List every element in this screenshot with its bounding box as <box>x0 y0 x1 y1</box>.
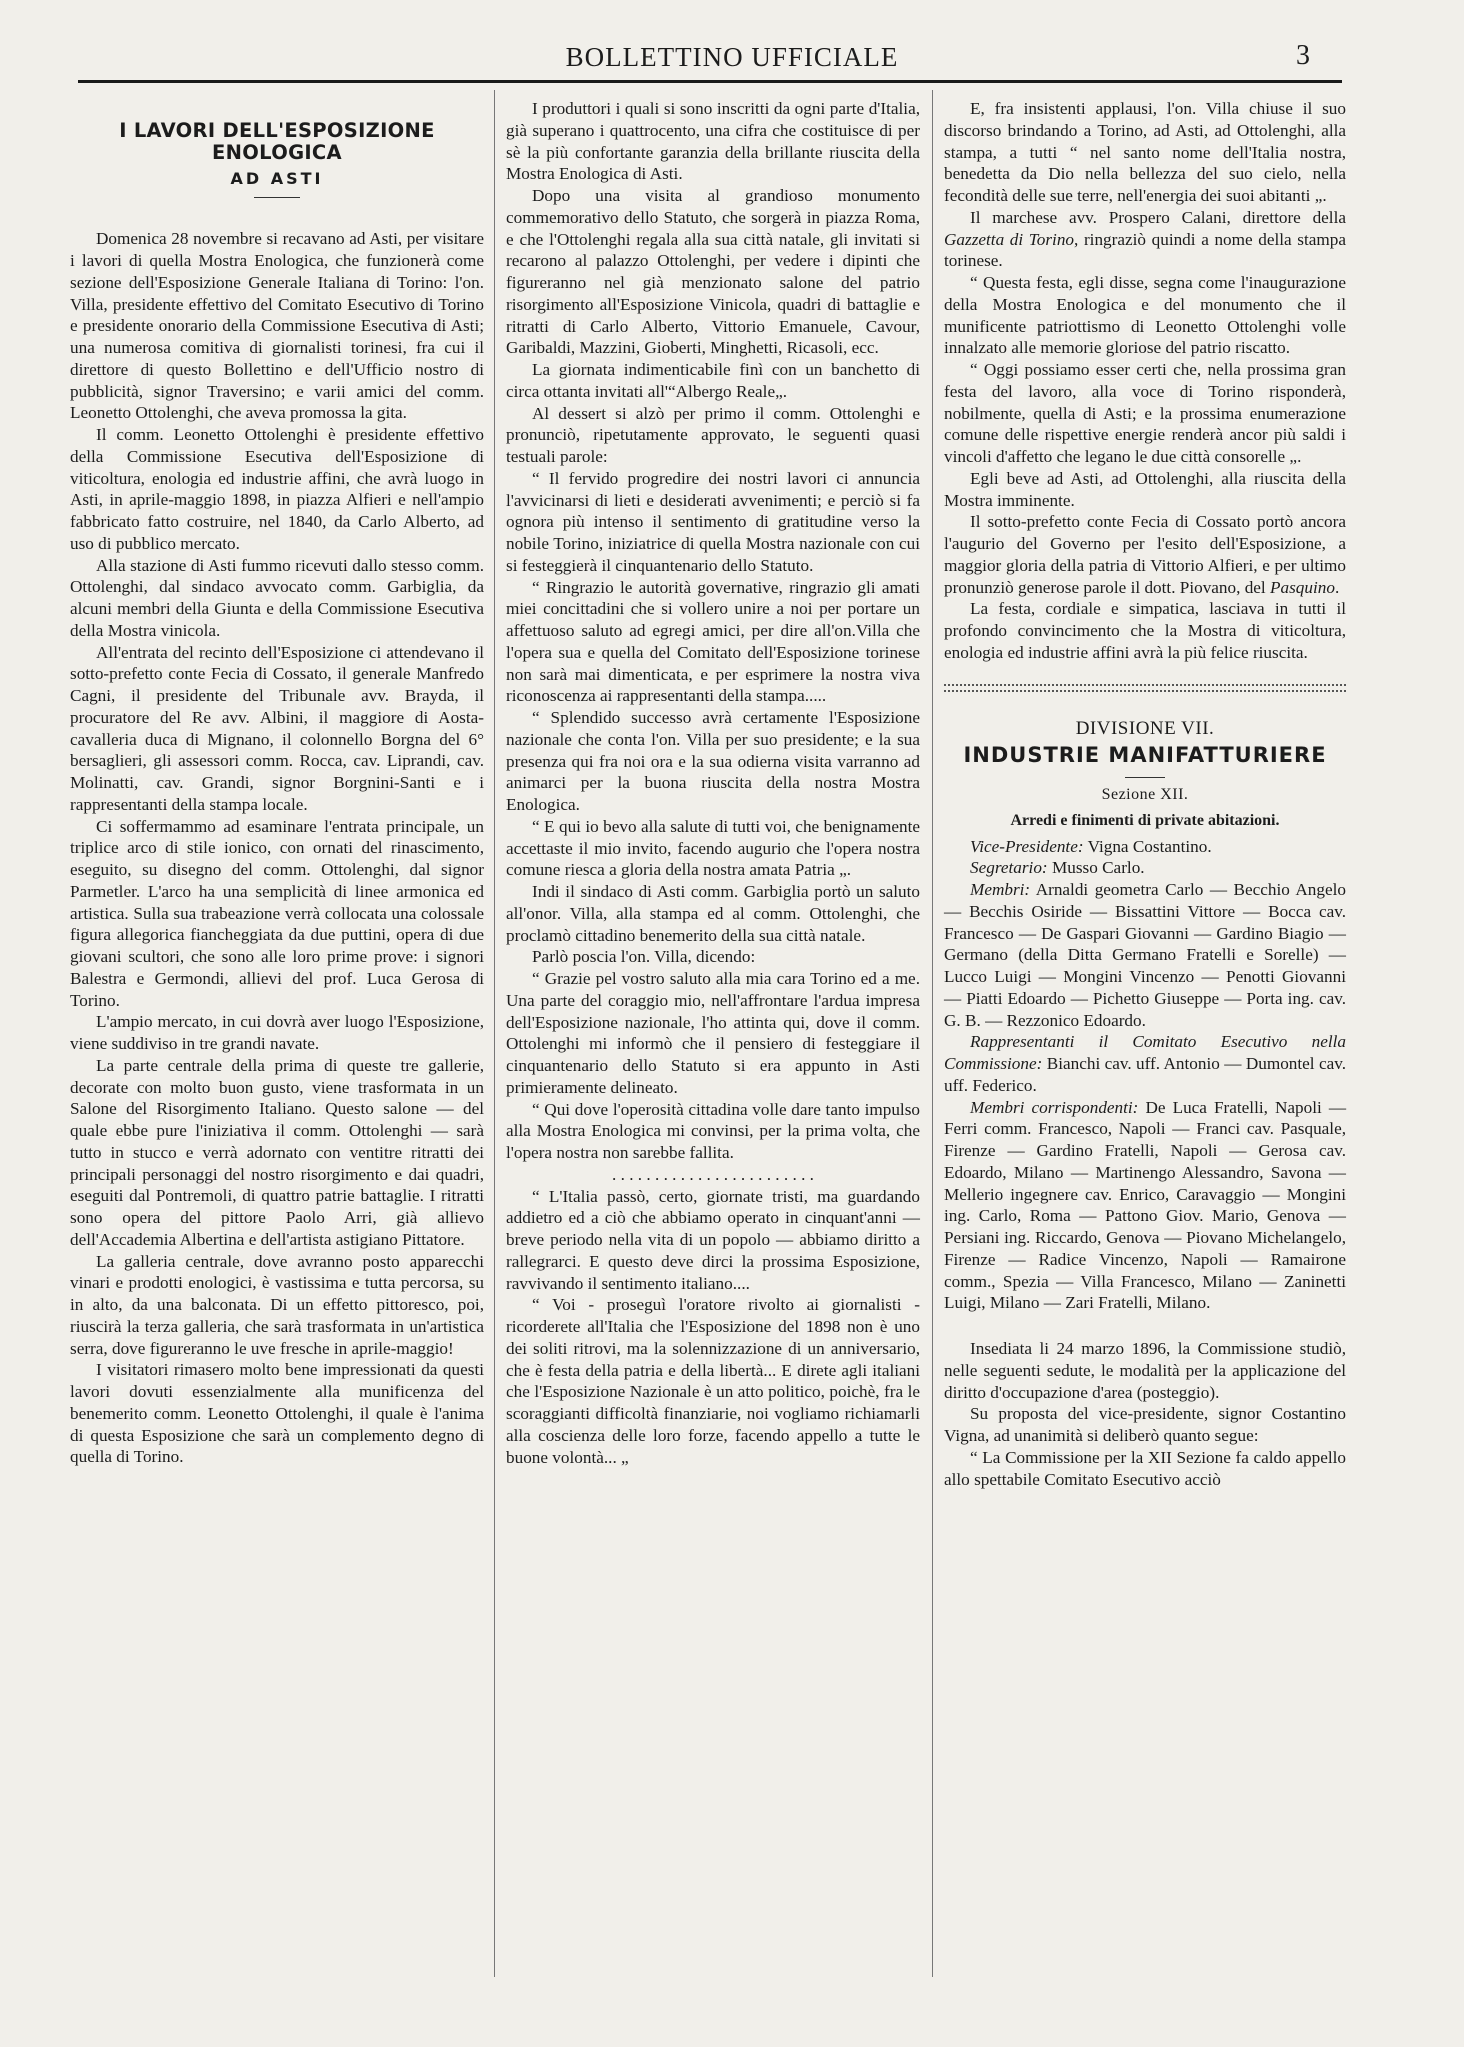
committee-entry <box>944 1097 1346 1315</box>
column-3 <box>944 98 1346 1490</box>
text-run: Il marchese avv. Prospero Calani, direttore della <box>970 207 1346 227</box>
role-label: Membri corrispondenti: <box>970 1097 1139 1117</box>
paragraph: “ Il fervido progredire dei nostri lavori ci annuncia l'avvicinarsi di lieti e desiderati avvenimenti; e perciò si fa ognora più intenso il sentimento di gratitudine verso la nobile Torino, iniziatrice di quella Mostra nazionale con cui si festeggierà il cinquantenario dello Statuto. <box>506 468 920 575</box>
paragraph: Alla stazione di Asti fummo ricevuti dallo stesso comm. Ottolenghi, dal sindaco avvocato comm. Garbiglia, da alcuni membri della Giunta e della Commissione Esecutiva della Mostra vinicola. <box>70 555 484 640</box>
paragraph: Ci soffermammo ad esaminare l'entrata principale, un triplice arco di stile ionico, con ornati del rinascimento, eseguito, su disegno del comm. Ottolenghi, dal signor Parmetler. L'arco ha una semplicità di linee armonica ed artistica. Sulla sua trabeazione verrà collocata una colossale figura allegorica fiancheggiata da due puttini, opera di due giovani scultori, che sono alle loro prime prove: i signori Balestra e Germondi, allievi del prof. Luca Gerosa di Torino. <box>70 816 484 1010</box>
paragraph: All'entrata del recinto dell'Esposizione ci attendevano il sotto-prefetto conte Fecia di Cossato, il generale Manfredo Cagni, il presidente del Tribunale avv. Brayda, il procuratore del Re avv. Albini, il maggiore di Aosta-cavalleria duca di Mignano, il colonnello Borgna del 6° bersaglieri, gli assessori comm. Rocca, cav. Liprandi, cav. Molinatti, cav. Grandi, signor Borgnini-Santi e i rappresentanti della stampa locale. <box>70 642 484 814</box>
newspaper-name: Gazzetta di Torino <box>944 229 1075 249</box>
paragraph: Al dessert si alzò per primo il comm. Ottolenghi e pronunciò, ripetutamente approvato, le seguenti quasi testuali parole: <box>506 403 920 466</box>
paragraph: “ Ringrazio le autorità governative, ringrazio gli amati miei concittadini che si vollero unire a noi per portare un affettuoso saluto ad egregi amici, per dire all'on.Villa che l'opera sua e quella del Comitato dell'Esposizione torinese non sarà mai dimenticata, e per esprimere la nostra viva riconoscenza ai rappresentanti della stampa..... <box>506 577 920 706</box>
role-value: Bianchi cav. uff. Antonio — Dumontel cav. uff. Federico. <box>944 1054 1346 1095</box>
role-value: Arnaldi geometra Carlo — Becchio Angelo — Becchis Osiride — Bissattini Vittore — Bocca cav. Francesco — De Gaspari Giovanni — Gardino Biagio — Germano (della Ditta Germano Fratelli e Sorelle) — Lucco Luigi — Mongini Vincenzo — Penotti Giovanni — Piatti Edoardo — Pichetto Giuseppe — Porta ing. cav. G. B. — Rezzonico Edoardo. <box>944 880 1346 1030</box>
text-run: Il sotto-prefetto conte Fecia di Cossato portò ancora l'augurio del Governo per l'esito dell'Esposizione, a maggior gloria della patria di Vittorio Alfieri, e per ultimo pronunziò generose parole il dott. Piovano, del <box>944 512 1346 597</box>
paragraph: La parte centrale della prima di queste tre gallerie, decorate con molto buon gusto, viene trasformata in un Salone del Risorgimento Italiano. Questo salone — del quale ebbe pure l'iniziativa il comm. Ottolenghi — sarà tutto in stucco e verrà adornato con ventitre ritratti dei principali personaggi del nostro risorgimento e dai quadri, eseguiti dal Pontremoli, di quattro patrie battaglie. I ritratti sono opera del pittore Paolo Arri, già allievo dell'Accademia Albertina e dell'artista astigiano Pittatore. <box>70 1055 484 1249</box>
role-label: Rappresentanti il Comitato Esecutivo nella Commissione: <box>944 1032 1346 1073</box>
committee-entry <box>944 1031 1346 1096</box>
article-title: I LAVORI DELL'ESPOSIZIONE ENOLOGICA <box>119 119 435 164</box>
role-label: Segretario: <box>970 858 1048 878</box>
ellipsis-line: . . . . . . . . . . . . . . . . . . . . . . . . <box>612 1164 814 1184</box>
committee-entry <box>944 857 1346 879</box>
paragraph: La giornata indimenticabile finì con un banchetto di circa ottanta invitati all'“Albergo Reale„. <box>506 360 920 401</box>
text-run: , ringraziò quindi a nome della stampa torinese. <box>944 229 1346 271</box>
page-header-title: BOLLETTINO UFFICIALE <box>565 42 899 72</box>
paragraph: Il comm. Leonetto Ottolenghi è presidente effettivo della Commissione Esecutiva dell'Esposizione di viticoltura, enologia ed industrie affini, che avrà luogo in Asti, in aprile-maggio 1898, in piazza Alfieri e nell'ampio fabbricato fatto costruire, nel 1840, da Carlo Alberto, ad uso di pubblico mercato. <box>70 425 484 553</box>
section-name: Arredi e finimenti di private abitazioni. <box>1010 811 1280 829</box>
paragraph: Egli beve ad Asti, ad Ottolenghi, alla riuscita della Mostra imminente. <box>944 468 1346 510</box>
committee-entry <box>944 879 1346 1031</box>
role-value: Musso Carlo. <box>1047 858 1145 878</box>
paragraph: I visitatori rimasero molto bene impressionati da questi lavori dovuti essenzialmente alla munificenza del benemerito comm. Leonetto Ottolenghi, il quale è l'anima di questa Esposizione che sarà un complemento degno di quella di Torino. <box>70 1360 484 1467</box>
committee-entry <box>944 836 1346 858</box>
paragraph: Domenica 28 novembre si recavano ad Asti, per visitare i lavori di quella Mostra Enologica, che funzionerà come sezione dell'Esposizione Generale Italiana di Torino: l'on. Villa, presidente effettivo del Comitato Esecutivo di Torino e presidente onorario della Commissione Esecutiva di Asti; una numerosa comitiva di giornalisti torinesi, fra cui il direttore di questo Bollettino e dell'Ufficio nostro di pubblicità, signor Traversino; e varii amici del comm. Leonetto Ottolenghi, che aveva promossa la gita. <box>70 229 484 423</box>
paragraph: “ Splendido successo avrà certamente l'Esposizione nazionale che conta l'on. Villa per suo presidente; e la sua presenza qui fra noi ora e la sua odierna visita varranno ad animarci per la buona riuscita della nostra Mostra Enologica. <box>506 708 920 814</box>
division-name: INDUSTRIE MANIFATTURIERE <box>963 743 1327 768</box>
ornamental-divider <box>944 684 1346 692</box>
paragraph: “ La Commissione per la XII Sezione fa caldo appello allo spettabile Comitato Esecutivo acciò <box>944 1447 1346 1489</box>
role-label: Vice-Presidente: <box>970 836 1084 856</box>
article-subtitle: AD ASTI <box>230 168 324 188</box>
header-rule <box>78 80 1342 83</box>
paragraph: “ E qui io bevo alla salute di tutti voi, che benignamente accettaste il mio invito, facendo augurio che l'opera nostra comune riesca a gloria della nostra amata Patria „. <box>506 816 920 880</box>
newspaper-name: Pasquino <box>1270 577 1335 597</box>
paragraph: I produttori i quali si sono inscritti da ogni parte d'Italia, già superano i quattrocento, una cifra che costituisce di per sè la più confortante garanzia della brillante riuscita della Mostra Enologica di Asti. <box>506 99 920 184</box>
paragraph: “ Qui dove l'operosità cittadina volle dare tanto impulso alla Mostra Enologica mi convinsi, per la prima volta, che l'opera nostra non sarebbe fallita. <box>506 1099 920 1162</box>
paragraph: “ Oggi possiamo esser certi che, nella prossima gran festa del lavoro, alla voce di Torino risponderà, nobilmente, quella di Asti; e la prossima enumerazione comune delle rispettive energie renderà ancor più saldi i vincoli d'affetto che legano le due città consorelle „. <box>944 360 1346 466</box>
role-label: Membri: <box>970 880 1031 899</box>
paragraph: E, fra insistenti applausi, l'on. Villa chiuse il suo discorso brindando a Torino, ad Asti, ad Ottolenghi, alla stampa, a tutti “ nel santo nome dell'Italia nostra, benedetta da Dio nella bellezza del suo cielo, nella fecondità delle sue terre, nell'energia dei suoi abitanti „. <box>944 99 1346 205</box>
paragraph: Insediata li 24 marzo 1896, la Commissione studiò, nelle seguenti sedute, le modalità per la applicazione del diritto d'occupazione d'area (posteggio). <box>944 1339 1346 1402</box>
paragraph: Parlò poscia l'on. Villa, dicendo: <box>532 947 756 967</box>
paragraph <box>944 207 1346 272</box>
column-divider <box>494 90 495 1977</box>
section-title: Sezione XII. <box>1101 786 1189 803</box>
division-rule <box>1125 777 1165 778</box>
paragraph: La festa, cordiale e simpatica, lasciava in tutti il profondo convincimento che la Mostra di viticoltura, enologia ed industrie affini avrà la più felice riuscita. <box>944 599 1346 662</box>
column-divider <box>932 90 933 1977</box>
paragraph: La galleria centrale, dove avranno posto apparecchi vinari e prodotti enologici, è vastissima e tutta percorsa, su in alto, da una balconata. Di un effetto pittoresco, poi, riuscirà la terza galleria, che sarà trasformata in un'artistica serra, dove figureranno le uve fresche in aprile-maggio! <box>70 1251 484 1358</box>
column-1 <box>70 98 484 1468</box>
paragraph: “ Grazie pel vostro saluto alla mia cara Torino ed a me. Una parte del coraggio mio, nell'affrontare l'ardua impresa dell'Esposizione nazionale, l'ho attinta qui, dove il comm. Ottolenghi mi informò che il pensiero di festeggiare il cinquantenario dello Statuto si era appunto in Asti primieramente delineato. <box>506 969 920 1097</box>
paragraph: L'ampio mercato, in cui dovrà aver luogo l'Esposizione, viene suddiviso in tre grandi navate. <box>70 1012 484 1053</box>
column-2 <box>506 98 920 1468</box>
page-number: 3 <box>1296 40 1310 71</box>
paragraph: Su proposta del vice-presidente, signor Costantino Vigna, ad unanimità si deliberò quanto segue: <box>944 1404 1346 1445</box>
paragraph: Indi il sindaco di Asti comm. Garbiglia portò un saluto all'onor. Villa, alla stampa ed al comm. Ottolenghi, che proclamò cittadino benemerito della sua città natale. <box>506 882 920 945</box>
text-run: . <box>1334 577 1340 597</box>
spacer <box>944 1314 1346 1338</box>
paragraph <box>944 511 1346 598</box>
division-title: DIVISIONE VII. <box>1075 717 1215 739</box>
title-rule <box>254 197 300 198</box>
paragraph: “ L'Italia passò, certo, giornate tristi, ma guardando addietro ed a ciò che abbiamo operato in cinquant'anni — breve periodo nella vita di un popolo — abbiamo diritto a rallegrarci. E questo deve dirci la prossima Esposizione, ravvivando il sentimento italiano.... <box>506 1186 920 1293</box>
role-value: Vigna Costantino. <box>1083 836 1212 856</box>
role-value: De Luca Fratelli, Napoli — Ferri comm. Francesco, Napoli — Franci cav. Pasquale, Firenze — Gardino Fratelli, Napoli — Gerosa cav. Edoardo, Milano — Martinengo Alessandro, Savona — Mellerio ingegnere cav. Enrico, Caravaggio — Mongini ing. Carlo, Roma — Pattono Giov. Mario, Genova — Persiani ing. Riccardo, Genova — Piovano Michelangelo, Firenze — Radice Vincenzo, Napoli — Ramairone comm., Spezia — Villa Francesco, Milano — Zaninetti Luigi, Milano — Zari Fratelli, Milano. <box>944 1097 1347 1313</box>
paragraph: “ Voi - proseguì l'oratore rivolto ai giornalisti - ricorderete all'Italia che l'Esposizione del 1898 non è uno dei soliti ritrovi, ma la solennizzazione di un anniversario, che è festa della patria e della libertà... E direte agli italiani che l'Esposizione Nazionale è un atto politico, poichè, fra le scoraggianti difficoltà finanziarie, noi vogliamo richiamarli alla coscienza delle loro forze, facendo appello a tutte le buone volontà... „ <box>506 1295 920 1467</box>
paragraph: “ Questa festa, egli disse, segna come l'inaugurazione della Mostra Enologica e del monumento che il munificente patriottismo di Leonetto Ottolenghi volle innalzato alle memorie gloriose del patrio riscatto. <box>944 273 1346 358</box>
paragraph: Dopo una visita al grandioso monumento commemorativo dello Statuto, che sorgerà in piazza Roma, e che l'Ottolenghi regala alla sua città natale, gli invitati si recarono al palazzo Ottolenghi, per vedere i dipinti che figureranno nel già menzionato salone del patrio risorgimento all'Esposizione Vinicola, quadri di battaglie e ritratti di Carlo Alberto, Vittorio Emanuele, Cavour, Garibaldi, Mazzini, Gioberti, Minghetti, Ricasoli, ecc. <box>506 186 920 358</box>
